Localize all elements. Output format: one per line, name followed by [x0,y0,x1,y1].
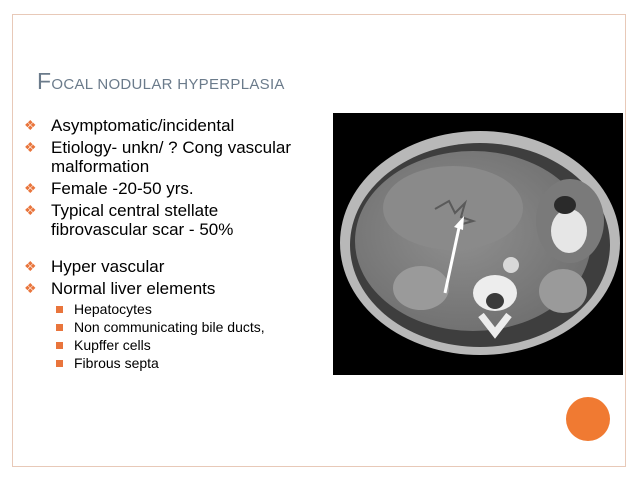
square-bullet-icon [56,324,63,331]
square-bullet-icon [56,342,63,349]
bullet-item [24,201,314,239]
bullet-text: Female -20-50 yrs. [51,179,194,198]
orange-accent-circle [566,397,610,441]
diamond-bullet-icon: ❖ [24,139,37,155]
diamond-bullet-icon: ❖ [24,202,37,218]
sub-bullet-text: Hepatocytes [74,301,152,317]
sub-bullet-item [24,337,314,353]
sub-bullet-item [24,355,314,371]
stomach-contrast [551,209,587,253]
slide-title [37,68,285,95]
sub-bullet-text: Non communicating bile ducts, [74,319,265,335]
diamond-bullet-icon: ❖ [24,258,37,274]
stomach-air [554,196,576,214]
square-bullet-icon [56,306,63,313]
sub-bullet-item [24,301,314,317]
ct-scan-image [333,113,623,375]
aorta [503,257,519,273]
bullet-text: Asymptomatic/incidental [51,116,235,135]
square-bullet-icon [56,360,63,367]
diamond-bullet-icon: ❖ [24,117,37,133]
spinal-canal [486,293,504,309]
bullet-item [24,116,314,135]
bullet-text: Typical central stellate fibrovascular scar - 50% [51,201,234,239]
bullet-text: Normal liver elements [51,279,216,298]
bullet-item [24,279,314,298]
title-rest: OCAL NODULAR HYPERPLASIA [51,76,285,93]
bullet-item [24,257,314,276]
spacer [24,242,314,257]
left-kidney [539,269,587,313]
sub-bullet-text: Fibrous septa [74,355,159,371]
title-initial: F [37,68,52,94]
bullet-list [24,116,314,373]
bullet-text: Hyper vascular [51,257,165,276]
sub-bullet-text: Kupffer cells [74,337,151,353]
bullet-text: Etiology- unkn/ ? Cong vascular malformation [51,138,292,176]
bullet-item [24,179,314,198]
ct-scan-illustration [333,113,623,375]
sub-bullet-item [24,319,314,335]
bullet-item [24,138,314,176]
right-kidney [393,266,449,310]
diamond-bullet-icon: ❖ [24,280,37,296]
diamond-bullet-icon: ❖ [24,180,37,196]
